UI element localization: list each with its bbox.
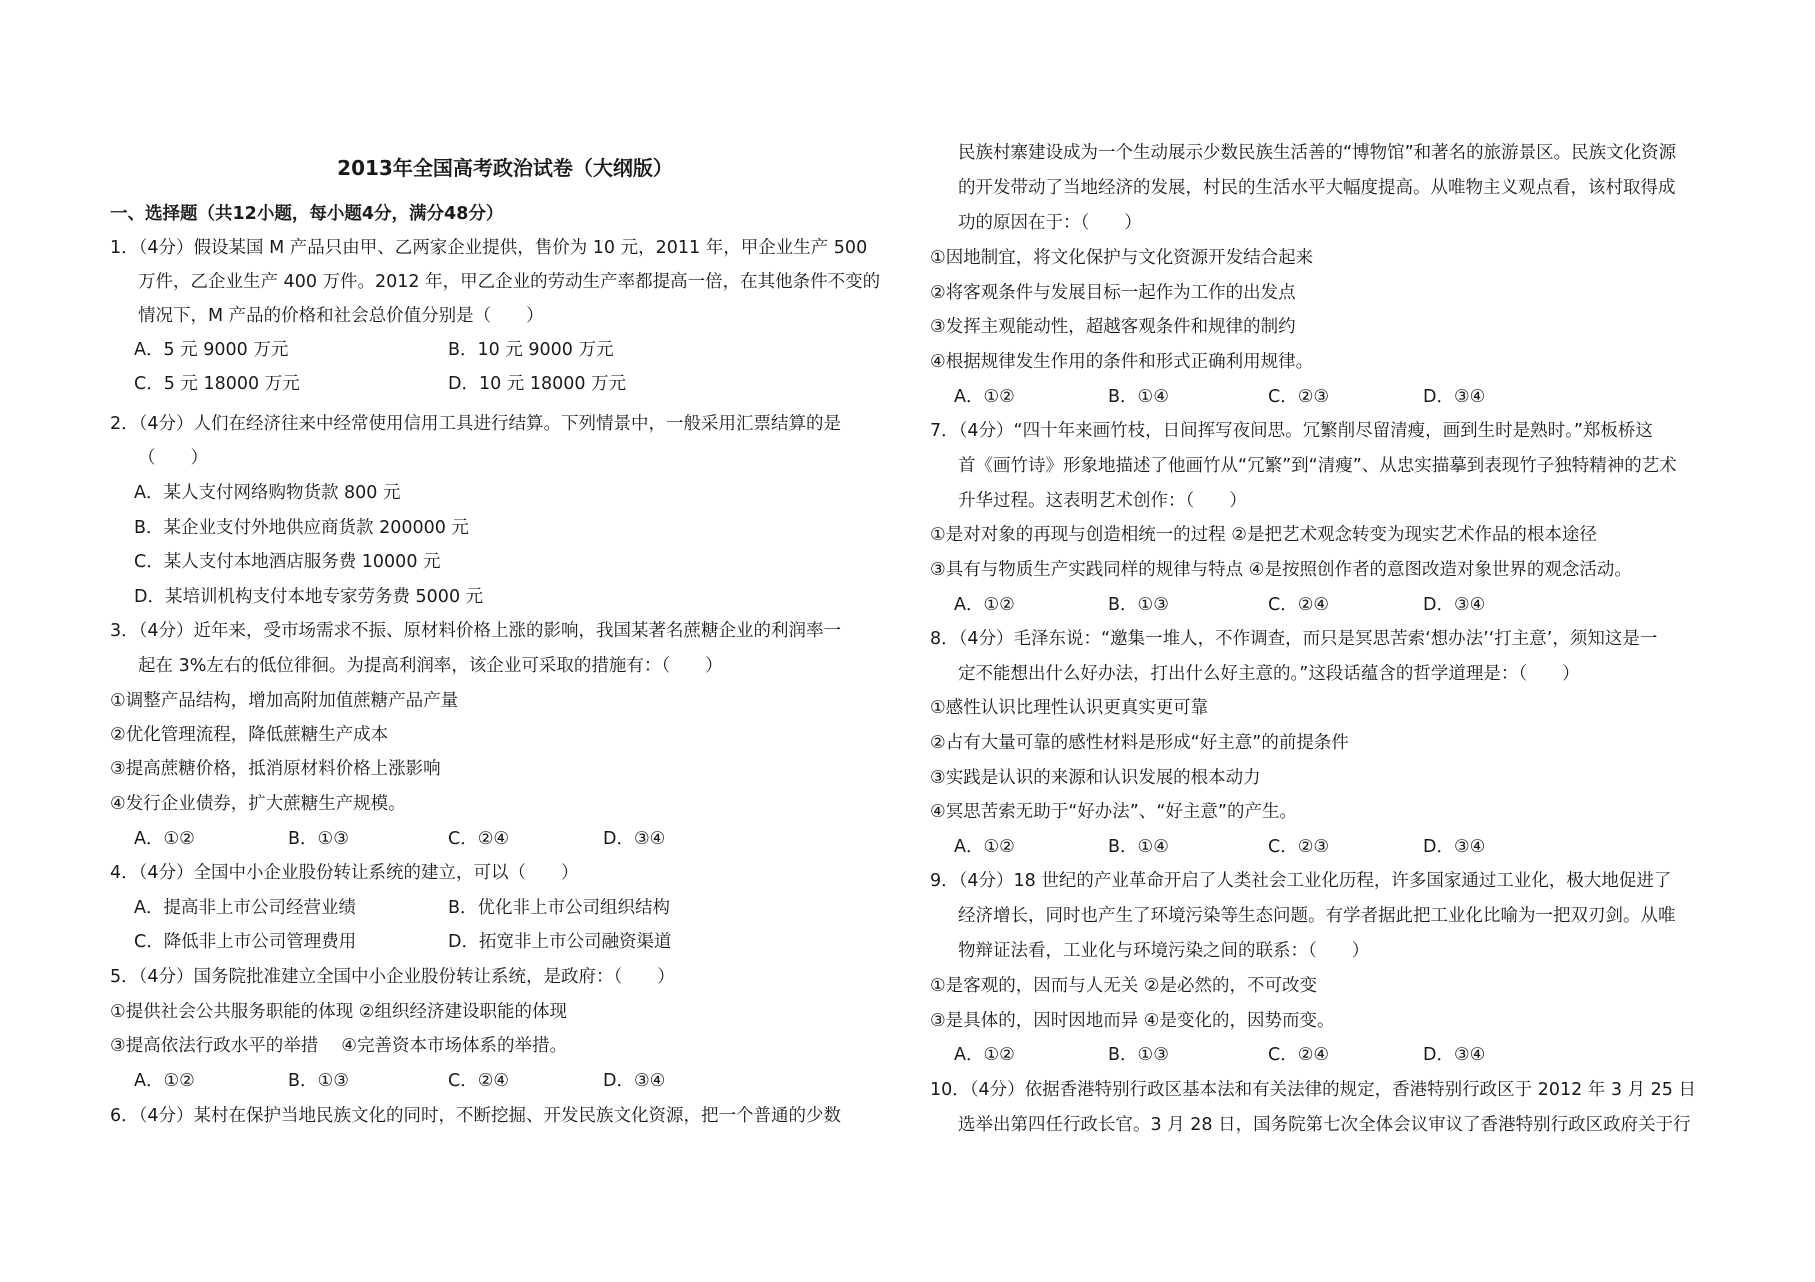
question-7-option-d: D．③④ [1423,595,1486,615]
question-3-item-2: ②优化管理流程，降低蔗糖生产成本 [110,725,389,745]
question-5-item-1: ①提供社会公共服务职能的体现 ②组织经济建设职能的体现 [110,1002,567,1022]
question-7-item-2: ③具有与物质生产实践同样的规律与特点 ④是按照创作者的意图改造对象世界的观念活动。 [930,560,1632,580]
question-4-line-1: 4．（4分）全国中小企业股份转让系统的建立，可以（ ） [110,863,579,883]
question-7-line-1: 7．（4分）“四十年来画竹枝，日间挥写夜间思。冗繁削尽留清瘦，画到生时是熟时。”郑板桥这 [930,421,1653,441]
question-8-option-b: B．①④ [1108,837,1169,857]
question-6-line-2: 民族村寨建设成为一个生动展示少数民族生活善的“博物馆”和著名的旅游景区。民族文化资源 [958,143,1677,163]
question-3-item-1: ①调整产品结构，增加高附加值蔗糖产品产量 [110,691,459,711]
question-5-item-2: ③提高依法行政水平的举措 ④完善资本市场体系的举措。 [110,1036,567,1056]
question-6-item-3: ③发挥主观能动性，超越客观条件和规律的制约 [930,317,1296,337]
question-3-item-4: ④发行企业债券，扩大蔗糖生产规模。 [110,794,406,814]
question-7-line-2: 首《画竹诗》形象地描述了他画竹从“冗繁”到“清瘦”、从忠实描摹到表现竹子独特精神的艺术 [958,456,1677,476]
question-9-item-1: ①是客观的，因而与人无关 ②是必然的，不可改变 [930,976,1317,996]
question-9-line-2: 经济增长，同时也产生了环境污染等生态问题。有学者据此把工业化比喻为一把双刃剑。从唯 [958,906,1676,926]
question-7-item-1: ①是对对象的再现与创造相统一的过程 ②是把艺术观念转变为现实艺术作品的根本途径 [930,525,1597,545]
question-9-option-c: C．②④ [1268,1045,1330,1065]
question-2-option-a: A．某人支付网络购物货款 800 元 [134,483,401,503]
question-9-option-b: B．①③ [1108,1045,1169,1065]
question-9-line-1: 9．（4分）18 世纪的产业革命开启了人类社会工业化历程，许多国家通过工业化，极大地促进了 [930,871,1672,891]
page-title: 2013年全国高考政治试卷（大纲版） [337,156,673,180]
question-1-line-2: 万件，乙企业生产 400 万件。2012 年，甲乙企业的劳动生产率都提高一倍，在其他条件不变的 [138,272,881,292]
question-3-line-2: 起在 3%左右的低位徘徊。为提高利润率，该企业可采取的措施有：（ ） [138,656,723,676]
question-4-option-b: B．优化非上市公司组织结构 [448,898,671,918]
question-1-option-d: D．10 元 18000 万元 [448,374,627,394]
question-8-option-c: C．②③ [1268,837,1330,857]
question-7-option-a: A．①② [954,595,1015,615]
question-3-line-1: 3．（4分）近年来，受市场需求不振、原材料价格上涨的影响，我国某著名蔗糖企业的利润率一 [110,621,842,641]
question-2-option-b: B．某企业支付外地供应商货款 200000 元 [134,518,469,538]
question-5-option-b: B．①③ [288,1071,349,1091]
question-7-option-b: B．①③ [1108,595,1169,615]
question-8-line-2: 定不能想出什么好办法，打出什么好主意的。”这段话蕴含的哲学道理是：（ ） [958,664,1580,684]
question-6-line-4: 功的原因在于：（ ） [958,213,1142,233]
question-5-option-c: C．②④ [448,1071,510,1091]
question-8-item-2: ②占有大量可靠的感性材料是形成“好主意”的前提条件 [930,733,1349,753]
question-3-option-c: C．②④ [448,829,510,849]
question-1-option-a: A．5 元 9000 万元 [134,340,289,360]
question-6-option-d: D．③④ [1423,387,1486,407]
question-8-item-1: ①感性认识比理性认识更真实更可靠 [930,698,1209,718]
question-9-line-3: 物辩证法看，工业化与环境污染之间的联系：（ ） [958,941,1370,961]
question-8-option-a: A．①② [954,837,1015,857]
question-2-line-2: （ ） [138,448,208,468]
question-9-option-a: A．①② [954,1045,1015,1065]
question-2-option-c: C．某人支付本地酒店服务费 10000 元 [134,552,441,572]
question-5-option-a: A．①② [134,1071,195,1091]
question-1-line-1: 1．（4分）假设某国 M 产品只由甲、乙两家企业提供，售价为 10 元，2011 年，甲企业生产 500 [110,238,868,258]
question-8-option-d: D．③④ [1423,837,1486,857]
question-4-option-c: C．降低非上市公司管理费用 [134,932,357,952]
question-6-item-4: ④根据规律发生作用的条件和形式正确利用规律。 [930,352,1314,372]
question-1-option-b: B．10 元 9000 万元 [448,340,614,360]
question-8-item-4: ④冥思苦索无助于“好办法”、“好主意”的产生。 [930,802,1297,822]
question-10-line-1: 10．（4分）依据香港特别行政区基本法和有关法律的规定，香港特别行政区于 2012 年 3 月 25 日 [930,1080,1696,1100]
question-3-option-a: A．①② [134,829,195,849]
question-10-line-2: 选举出第四任行政长官。3 月 28 日，国务院第七次全体会议审议了香港特别行政区政府关于行 [958,1115,1691,1135]
question-4-option-d: D．拓宽非上市公司融资渠道 [448,932,672,952]
question-5-line-1: 5．（4分）国务院批准建立全国中小企业股份转让系统，是政府：（ ） [110,967,675,987]
question-6-line-3: 的开发带动了当地经济的发展，村民的生活水平大幅度提高。从唯物主义观点看，该村取得成 [958,178,1676,198]
question-5-option-d: D．③④ [603,1071,666,1091]
question-3-item-3: ③提高蔗糖价格，抵消原材料价格上涨影响 [110,759,441,779]
question-3-option-d: D．③④ [603,829,666,849]
question-1-option-c: C．5 元 18000 万元 [134,374,300,394]
question-7-line-3: 升华过程。这表明艺术创作：（ ） [958,491,1247,511]
question-8-item-3: ③实践是认识的来源和认识发展的根本动力 [930,768,1261,788]
question-4-option-a: A．提高非上市公司经营业绩 [134,898,356,918]
question-8-line-1: 8．（4分）毛泽东说：“邀集一堆人，不作调查，而只是冥思苦索‘想办法’‘打主意’，须知这是一 [930,629,1658,649]
question-6-item-1: ①因地制宜，将文化保护与文化资源开发结合起来 [930,248,1314,268]
question-6-option-b: B．①④ [1108,387,1169,407]
question-2-line-1: 2．（4分）人们在经济往来中经常使用信用工具进行结算。下列情景中，一般采用汇票结算的是 [110,414,842,434]
question-9-option-d: D．③④ [1423,1045,1486,1065]
section-heading: 一、选择题（共12小题，每小题4分，满分48分） [110,204,504,224]
question-1-line-3: 情况下，M 产品的价格和社会总价值分别是（ ） [138,306,544,326]
question-6-line-1: 6．（4分）某村在保护当地民族文化的同时，不断挖掘、开发民族文化资源，把一个普通的少数 [110,1106,842,1126]
question-2-option-d: D．某培训机构支付本地专家劳务费 5000 元 [134,587,484,607]
question-6-item-2: ②将客观条件与发展目标一起作为工作的出发点 [930,283,1296,303]
question-3-option-b: B．①③ [288,829,349,849]
question-6-option-a: A．①② [954,387,1015,407]
question-6-option-c: C．②③ [1268,387,1330,407]
question-9-item-2: ③是具体的，因时因地而异 ④是变化的，因势而变。 [930,1011,1335,1031]
question-7-option-c: C．②④ [1268,595,1330,615]
